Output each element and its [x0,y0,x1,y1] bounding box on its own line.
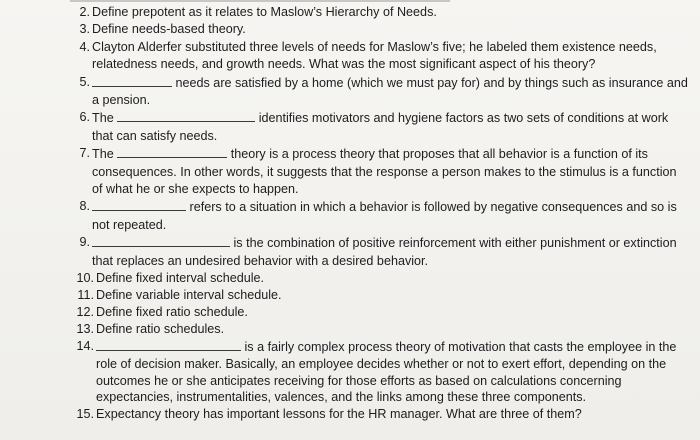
question-text: identifies motivators and hygiene factors as two sets of conditions at work that can satisfy needs. [92,111,669,143]
question-text-before: The [92,147,114,162]
question-6 [58,109,688,145]
question-12 [62,304,688,321]
cut-off-line [70,0,450,2]
question-text: Clayton Alderfer substituted three levels of needs for Maslow’s five; he labeled them existence needs, relatedness needs, and growth needs. What was the most significant aspect of his theory? [92,39,657,72]
question-text: theory is a process theory that proposes that all behavior is a function of its consequences. In other words, it suggests that the response a person makes to the stimulus is a function of what he or she expects to happen. [92,147,677,197]
fill-in-blank[interactable] [92,234,230,247]
question-3 [58,21,688,38]
question-15 [62,406,688,423]
question-8 [58,198,688,234]
question-7 [58,145,688,198]
question-number: 2. [79,5,90,19]
question-text: Expectancy theory has important lessons for the HR manager. What are three of them? [96,407,582,422]
question-number: 13. [76,321,94,336]
question-text-before: The [92,111,114,126]
question-list [58,4,688,423]
question-number: 3. [79,22,90,37]
fill-in-blank[interactable] [92,198,186,211]
question-number: 15. [76,407,94,422]
question-number: 14. [76,338,94,353]
question-number: 12. [76,304,94,319]
question-number: 9. [79,235,90,250]
question-number: 5. [79,74,90,89]
question-number: 6. [79,110,90,125]
question-text: Define ratio schedules. [96,321,225,336]
fill-in-blank[interactable] [92,74,172,87]
question-text: needs are satisfied by a home (which we must pay for) and by things such as insurance and a pension. [92,75,688,108]
question-number: 7. [79,146,90,161]
fill-in-blank[interactable] [117,109,255,122]
fill-in-blank[interactable] [96,338,241,351]
question-text: Define needs-based theory. [92,22,246,37]
question-4 [58,39,688,74]
lower-questions [58,270,688,423]
question-number: 10. [76,271,94,286]
question-text: Define variable interval schedule. [96,288,282,302]
question-14 [62,338,688,407]
question-text: Define fixed interval schedule. [96,271,265,286]
question-number: 4. [79,39,90,54]
fill-in-blank[interactable] [117,145,227,158]
question-text: is a fairly complex process theory of motivation that casts the employee in the role of decision maker. Basically, an employee decides whether or not to exert effort, depending on the outcomes he or she anticipates receiving for those efforts as based on calculations concerning expectancies, instrumentalities, valences, and the links among these three components. [96,339,677,405]
question-text: is the combination of positive reinforcement with either punishment or extinction that replaces an undesired behavior with a desired behavior. [92,236,677,268]
question-text: refers to a situation in which a behavior is followed by negative consequences and so is not repeated. [92,200,677,232]
question-number: 8. [79,199,90,214]
question-text: Define fixed ratio schedule. [96,304,248,319]
question-text: Define prepotent as it relates to Maslow’s Hierarchy of Needs. [92,5,437,19]
question-10 [62,270,688,287]
question-11 [62,287,688,304]
question-13 [62,321,688,338]
question-5 [58,74,688,110]
question-9 [58,234,688,270]
question-2 [58,4,688,21]
question-number: 11. [77,288,94,302]
